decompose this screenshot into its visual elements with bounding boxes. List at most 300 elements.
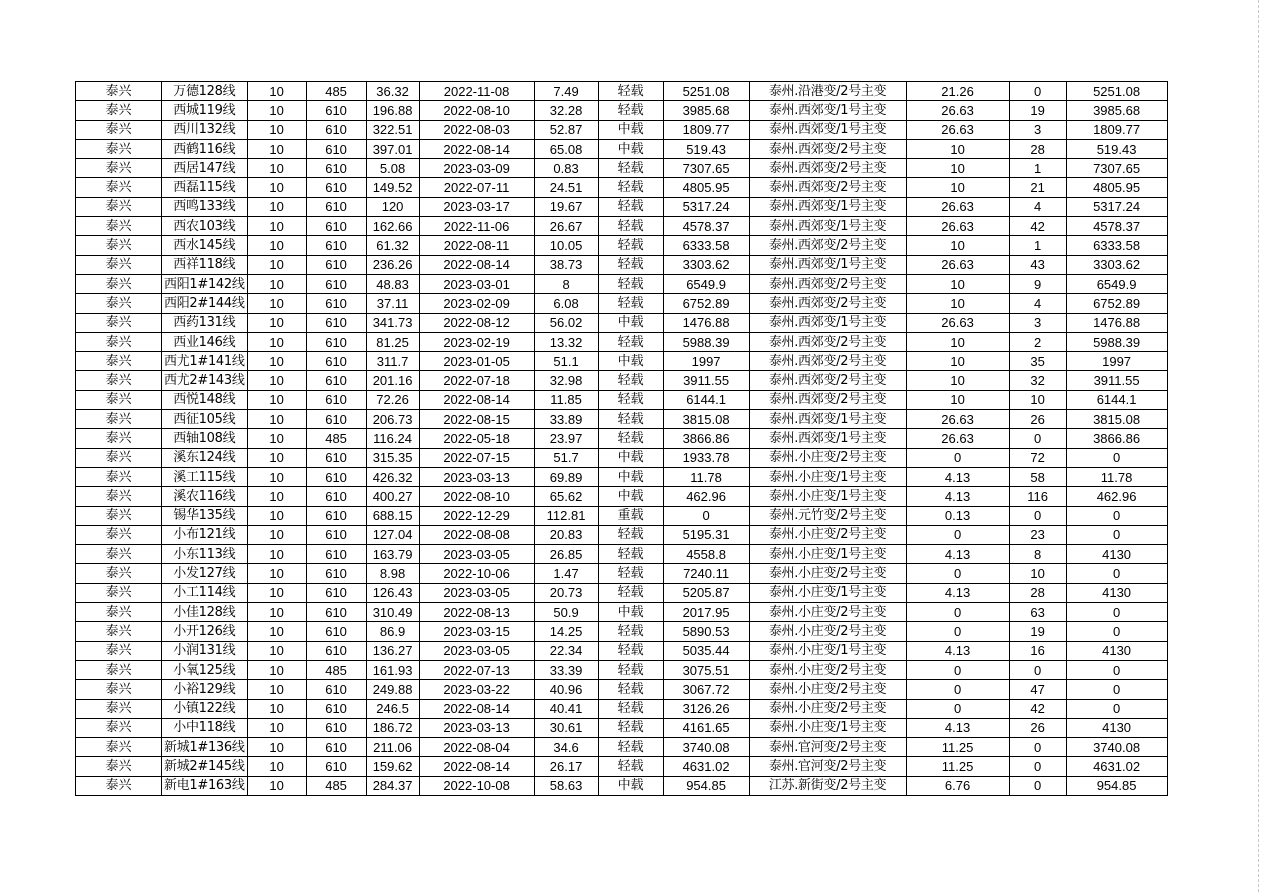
cell-customer-count: 72 [1009, 448, 1066, 467]
cell-load-rate: 22.34 [534, 641, 598, 660]
cell-transformer: 泰州.小庄变/2号主变 [749, 660, 906, 679]
table-row [76, 487, 1168, 506]
cell-customer-count: 32 [1009, 371, 1066, 390]
cell-current-load: 8.98 [366, 564, 419, 583]
cell-voltage-level: 10 [247, 448, 306, 467]
cell-available-capacity: 7307.65 [663, 159, 749, 178]
cell-customer-count: 26 [1009, 718, 1066, 737]
cell-transformer: 泰州.小庄变/2号主变 [749, 525, 906, 544]
cell-load-rate: 10.05 [534, 236, 598, 255]
cell-open-capacity: 0 [1066, 660, 1167, 679]
cell-load-rate: 8 [534, 274, 598, 293]
cell-load-status: 轻载 [598, 82, 663, 101]
cell-line-name: 小氧125线 [162, 660, 248, 679]
cell-transformer: 泰州.西郊变/1号主变 [749, 217, 906, 236]
cell-load-status: 轻载 [598, 274, 663, 293]
cell-transformer: 泰州.西郊变/1号主变 [749, 101, 906, 120]
cell-available-capacity: 519.43 [663, 139, 749, 158]
cell-transformer-margin: 10 [906, 294, 1009, 313]
cell-record-date: 2023-03-05 [419, 583, 534, 602]
cell-load-rate: 23.97 [534, 429, 598, 448]
cell-transformer: 泰州.沿港变/2号主变 [749, 82, 906, 101]
cell-voltage-level: 10 [247, 506, 306, 525]
cell-load-status: 轻载 [598, 217, 663, 236]
cell-open-capacity: 11.78 [1066, 467, 1167, 486]
cell-load-rate: 34.6 [534, 738, 598, 757]
cell-line-name: 西尤2#143线 [162, 371, 248, 390]
cell-load-status: 轻载 [598, 680, 663, 699]
cell-load-status: 轻载 [598, 622, 663, 641]
cell-voltage-level: 10 [247, 583, 306, 602]
cell-customer-count: 42 [1009, 699, 1066, 718]
cell-county: 泰兴 [76, 660, 162, 679]
cell-open-capacity: 3815.08 [1066, 410, 1167, 429]
cell-load-status: 中载 [598, 352, 663, 371]
cell-transformer: 江苏.新街变/2号主变 [749, 776, 906, 795]
cell-line-name: 西川132线 [162, 120, 248, 139]
table-row [76, 82, 1168, 101]
cell-line-name: 西磊115线 [162, 178, 248, 197]
cell-load-rate: 7.49 [534, 82, 598, 101]
cell-available-capacity: 5195.31 [663, 525, 749, 544]
cell-voltage-level: 10 [247, 564, 306, 583]
cell-available-capacity: 5317.24 [663, 197, 749, 216]
cell-transformer-margin: 26.63 [906, 197, 1009, 216]
cell-line-name: 西居147线 [162, 159, 248, 178]
table-row [76, 352, 1168, 371]
cell-record-date: 2023-03-13 [419, 467, 534, 486]
cell-customer-count: 28 [1009, 583, 1066, 602]
cell-load-rate: 69.89 [534, 467, 598, 486]
cell-load-rate: 40.41 [534, 699, 598, 718]
cell-county: 泰兴 [76, 429, 162, 448]
cell-load-status: 轻载 [598, 197, 663, 216]
cell-voltage-level: 10 [247, 294, 306, 313]
cell-conductor-rating: 610 [306, 641, 366, 660]
cell-voltage-level: 10 [247, 641, 306, 660]
cell-load-rate: 13.32 [534, 332, 598, 351]
cell-load-status: 中载 [598, 120, 663, 139]
cell-transformer-margin: 0 [906, 448, 1009, 467]
cell-customer-count: 3 [1009, 313, 1066, 332]
cell-open-capacity: 3740.08 [1066, 738, 1167, 757]
cell-open-capacity: 0 [1066, 564, 1167, 583]
cell-transformer: 泰州.西郊变/2号主变 [749, 371, 906, 390]
cell-open-capacity: 519.43 [1066, 139, 1167, 158]
cell-conductor-rating: 610 [306, 506, 366, 525]
cell-line-name: 西悦148线 [162, 390, 248, 409]
cell-load-rate: 26.67 [534, 217, 598, 236]
table-row [76, 564, 1168, 583]
cell-customer-count: 23 [1009, 525, 1066, 544]
cell-load-rate: 56.02 [534, 313, 598, 332]
cell-record-date: 2022-11-08 [419, 82, 534, 101]
cell-load-status: 轻载 [598, 410, 663, 429]
cell-current-load: 149.52 [366, 178, 419, 197]
cell-voltage-level: 10 [247, 352, 306, 371]
cell-conductor-rating: 610 [306, 159, 366, 178]
cell-available-capacity: 7240.11 [663, 564, 749, 583]
cell-voltage-level: 10 [247, 390, 306, 409]
cell-record-date: 2022-08-13 [419, 603, 534, 622]
cell-voltage-level: 10 [247, 332, 306, 351]
cell-customer-count: 0 [1009, 757, 1066, 776]
cell-transformer-margin: 26.63 [906, 120, 1009, 139]
cell-record-date: 2022-08-14 [419, 139, 534, 158]
cell-county: 泰兴 [76, 564, 162, 583]
cell-conductor-rating: 610 [306, 410, 366, 429]
cell-transformer-margin: 0 [906, 660, 1009, 679]
cell-transformer-margin: 10 [906, 390, 1009, 409]
cell-county: 泰兴 [76, 332, 162, 351]
cell-current-load: 206.73 [366, 410, 419, 429]
cell-customer-count: 0 [1009, 429, 1066, 448]
cell-transformer: 泰州.西郊变/2号主变 [749, 352, 906, 371]
cell-conductor-rating: 610 [306, 120, 366, 139]
cell-load-rate: 24.51 [534, 178, 598, 197]
table-row [76, 120, 1168, 139]
table-row [76, 197, 1168, 216]
cell-available-capacity: 1809.77 [663, 120, 749, 139]
cell-conductor-rating: 610 [306, 564, 366, 583]
cell-load-rate: 19.67 [534, 197, 598, 216]
cell-open-capacity: 4805.95 [1066, 178, 1167, 197]
cell-load-rate: 40.96 [534, 680, 598, 699]
cell-customer-count: 1 [1009, 159, 1066, 178]
cell-load-status: 轻载 [598, 564, 663, 583]
page-boundary [1258, 0, 1259, 892]
cell-line-name: 锡华135线 [162, 506, 248, 525]
cell-load-rate: 32.98 [534, 371, 598, 390]
cell-available-capacity: 6144.1 [663, 390, 749, 409]
cell-available-capacity: 4161.65 [663, 718, 749, 737]
cell-open-capacity: 4578.37 [1066, 217, 1167, 236]
cell-transformer-margin: 10 [906, 236, 1009, 255]
cell-customer-count: 3 [1009, 120, 1066, 139]
cell-transformer-margin: 10 [906, 139, 1009, 158]
cell-record-date: 2023-02-09 [419, 294, 534, 313]
table-row [76, 217, 1168, 236]
cell-transformer: 泰州.小庄变/1号主变 [749, 641, 906, 660]
table-row [76, 390, 1168, 409]
table-row [76, 139, 1168, 158]
cell-load-rate: 33.39 [534, 660, 598, 679]
cell-open-capacity: 1809.77 [1066, 120, 1167, 139]
cell-current-load: 236.26 [366, 255, 419, 274]
cell-record-date: 2022-08-12 [419, 313, 534, 332]
cell-county: 泰兴 [76, 294, 162, 313]
cell-load-status: 轻载 [598, 429, 663, 448]
feeder-load-table [75, 81, 1168, 796]
cell-transformer-margin: 0 [906, 699, 1009, 718]
cell-load-status: 轻载 [598, 255, 663, 274]
cell-record-date: 2022-10-08 [419, 776, 534, 795]
cell-county: 泰兴 [76, 603, 162, 622]
cell-transformer: 泰州.西郊变/2号主变 [749, 236, 906, 255]
cell-current-load: 341.73 [366, 313, 419, 332]
cell-conductor-rating: 610 [306, 236, 366, 255]
cell-load-rate: 112.81 [534, 506, 598, 525]
cell-load-status: 轻载 [598, 738, 663, 757]
cell-current-load: 48.83 [366, 274, 419, 293]
cell-line-name: 小东113线 [162, 545, 248, 564]
cell-customer-count: 35 [1009, 352, 1066, 371]
cell-line-name: 溪农116线 [162, 487, 248, 506]
cell-customer-count: 1 [1009, 236, 1066, 255]
table-row [76, 294, 1168, 313]
table-row [76, 332, 1168, 351]
cell-current-load: 163.79 [366, 545, 419, 564]
cell-record-date: 2023-03-01 [419, 274, 534, 293]
cell-record-date: 2022-08-14 [419, 699, 534, 718]
cell-load-rate: 65.62 [534, 487, 598, 506]
cell-county: 泰兴 [76, 506, 162, 525]
cell-voltage-level: 10 [247, 139, 306, 158]
cell-load-rate: 51.7 [534, 448, 598, 467]
cell-load-rate: 1.47 [534, 564, 598, 583]
cell-open-capacity: 3911.55 [1066, 371, 1167, 390]
cell-transformer-margin: 10 [906, 159, 1009, 178]
cell-current-load: 688.15 [366, 506, 419, 525]
cell-conductor-rating: 610 [306, 332, 366, 351]
cell-available-capacity: 3911.55 [663, 371, 749, 390]
cell-current-load: 246.5 [366, 699, 419, 718]
cell-record-date: 2023-03-22 [419, 680, 534, 699]
cell-conductor-rating: 610 [306, 525, 366, 544]
cell-load-status: 轻载 [598, 641, 663, 660]
cell-current-load: 36.32 [366, 82, 419, 101]
cell-line-name: 小布121线 [162, 525, 248, 544]
cell-current-load: 161.93 [366, 660, 419, 679]
cell-transformer: 泰州.小庄变/1号主变 [749, 718, 906, 737]
cell-county: 泰兴 [76, 236, 162, 255]
cell-customer-count: 10 [1009, 564, 1066, 583]
cell-open-capacity: 0 [1066, 699, 1167, 718]
cell-open-capacity: 0 [1066, 448, 1167, 467]
cell-line-name: 西阳1#142线 [162, 274, 248, 293]
cell-load-rate: 30.61 [534, 718, 598, 737]
cell-voltage-level: 10 [247, 757, 306, 776]
table-row [76, 718, 1168, 737]
cell-line-name: 西水145线 [162, 236, 248, 255]
cell-record-date: 2022-08-11 [419, 236, 534, 255]
cell-current-load: 127.04 [366, 525, 419, 544]
cell-line-name: 新城1#136线 [162, 738, 248, 757]
cell-transformer: 泰州.西郊变/1号主变 [749, 410, 906, 429]
cell-county: 泰兴 [76, 448, 162, 467]
cell-line-name: 小开126线 [162, 622, 248, 641]
cell-line-name: 小润131线 [162, 641, 248, 660]
cell-current-load: 196.88 [366, 101, 419, 120]
cell-county: 泰兴 [76, 101, 162, 120]
cell-county: 泰兴 [76, 255, 162, 274]
cell-available-capacity: 5890.53 [663, 622, 749, 641]
cell-open-capacity: 1476.88 [1066, 313, 1167, 332]
cell-customer-count: 0 [1009, 82, 1066, 101]
table-row [76, 699, 1168, 718]
cell-open-capacity: 6333.58 [1066, 236, 1167, 255]
cell-load-rate: 20.83 [534, 525, 598, 544]
cell-record-date: 2023-03-13 [419, 718, 534, 737]
cell-line-name: 新电1#163线 [162, 776, 248, 795]
cell-load-status: 轻载 [598, 371, 663, 390]
cell-conductor-rating: 610 [306, 390, 366, 409]
cell-available-capacity: 462.96 [663, 487, 749, 506]
cell-line-name: 小佳128线 [162, 603, 248, 622]
cell-open-capacity: 3985.68 [1066, 101, 1167, 120]
table-row [76, 738, 1168, 757]
cell-load-rate: 32.28 [534, 101, 598, 120]
cell-voltage-level: 10 [247, 660, 306, 679]
cell-transformer: 泰州.西郊变/1号主变 [749, 197, 906, 216]
cell-conductor-rating: 485 [306, 82, 366, 101]
cell-voltage-level: 10 [247, 603, 306, 622]
cell-line-name: 小镇122线 [162, 699, 248, 718]
cell-load-rate: 33.89 [534, 410, 598, 429]
table-row [76, 371, 1168, 390]
cell-county: 泰兴 [76, 390, 162, 409]
cell-load-status: 轻载 [598, 332, 663, 351]
table-row [76, 622, 1168, 641]
cell-transformer-margin: 26.63 [906, 313, 1009, 332]
cell-voltage-level: 10 [247, 487, 306, 506]
cell-current-load: 37.11 [366, 294, 419, 313]
cell-conductor-rating: 610 [306, 738, 366, 757]
cell-customer-count: 28 [1009, 139, 1066, 158]
cell-available-capacity: 6752.89 [663, 294, 749, 313]
cell-customer-count: 47 [1009, 680, 1066, 699]
cell-current-load: 311.7 [366, 352, 419, 371]
cell-record-date: 2023-02-19 [419, 332, 534, 351]
cell-record-date: 2022-12-29 [419, 506, 534, 525]
cell-load-status: 轻载 [598, 101, 663, 120]
cell-customer-count: 4 [1009, 197, 1066, 216]
cell-line-name: 西祥118线 [162, 255, 248, 274]
cell-record-date: 2022-08-15 [419, 410, 534, 429]
cell-available-capacity: 1476.88 [663, 313, 749, 332]
cell-customer-count: 19 [1009, 101, 1066, 120]
cell-open-capacity: 4130 [1066, 583, 1167, 602]
cell-load-status: 轻载 [598, 178, 663, 197]
cell-conductor-rating: 610 [306, 757, 366, 776]
cell-available-capacity: 3815.08 [663, 410, 749, 429]
cell-county: 泰兴 [76, 776, 162, 795]
cell-voltage-level: 10 [247, 699, 306, 718]
cell-voltage-level: 10 [247, 178, 306, 197]
table-row [76, 429, 1168, 448]
cell-transformer: 泰州.西郊变/2号主变 [749, 274, 906, 293]
cell-transformer: 泰州.西郊变/1号主变 [749, 255, 906, 274]
cell-record-date: 2022-07-13 [419, 660, 534, 679]
cell-line-name: 西尤1#141线 [162, 352, 248, 371]
table-row [76, 159, 1168, 178]
cell-open-capacity: 4631.02 [1066, 757, 1167, 776]
cell-transformer: 泰州.小庄变/1号主变 [749, 545, 906, 564]
cell-record-date: 2023-03-17 [419, 197, 534, 216]
cell-transformer-margin: 10 [906, 274, 1009, 293]
cell-conductor-rating: 610 [306, 718, 366, 737]
cell-record-date: 2022-08-04 [419, 738, 534, 757]
cell-conductor-rating: 610 [306, 448, 366, 467]
cell-customer-count: 43 [1009, 255, 1066, 274]
cell-open-capacity: 0 [1066, 622, 1167, 641]
cell-county: 泰兴 [76, 178, 162, 197]
cell-load-rate: 14.25 [534, 622, 598, 641]
cell-voltage-level: 10 [247, 680, 306, 699]
table-row [76, 410, 1168, 429]
cell-current-load: 136.27 [366, 641, 419, 660]
cell-line-name: 小中118线 [162, 718, 248, 737]
cell-open-capacity: 3866.86 [1066, 429, 1167, 448]
cell-load-status: 中载 [598, 603, 663, 622]
cell-conductor-rating: 610 [306, 255, 366, 274]
cell-current-load: 201.16 [366, 371, 419, 390]
cell-record-date: 2023-03-05 [419, 545, 534, 564]
cell-open-capacity: 7307.65 [1066, 159, 1167, 178]
cell-conductor-rating: 610 [306, 101, 366, 120]
cell-transformer-margin: 11.25 [906, 757, 1009, 776]
cell-load-rate: 0.83 [534, 159, 598, 178]
cell-load-status: 中载 [598, 313, 663, 332]
cell-transformer-margin: 10 [906, 371, 1009, 390]
cell-load-status: 轻载 [598, 545, 663, 564]
cell-line-name: 溪工115线 [162, 467, 248, 486]
cell-customer-count: 0 [1009, 776, 1066, 795]
cell-voltage-level: 10 [247, 410, 306, 429]
cell-conductor-rating: 610 [306, 622, 366, 641]
cell-transformer-margin: 4.13 [906, 545, 1009, 564]
cell-customer-count: 0 [1009, 506, 1066, 525]
cell-available-capacity: 6333.58 [663, 236, 749, 255]
cell-county: 泰兴 [76, 680, 162, 699]
cell-transformer: 泰州.西郊变/1号主变 [749, 313, 906, 332]
cell-current-load: 284.37 [366, 776, 419, 795]
cell-conductor-rating: 610 [306, 217, 366, 236]
table-row [76, 545, 1168, 564]
cell-transformer: 泰州.小庄变/2号主变 [749, 699, 906, 718]
cell-voltage-level: 10 [247, 217, 306, 236]
cell-load-rate: 20.73 [534, 583, 598, 602]
cell-transformer-margin: 4.13 [906, 467, 1009, 486]
cell-load-rate: 38.73 [534, 255, 598, 274]
cell-load-status: 轻载 [598, 660, 663, 679]
cell-current-load: 120 [366, 197, 419, 216]
cell-open-capacity: 954.85 [1066, 776, 1167, 795]
cell-available-capacity: 3067.72 [663, 680, 749, 699]
cell-voltage-level: 10 [247, 197, 306, 216]
cell-current-load: 81.25 [366, 332, 419, 351]
cell-conductor-rating: 610 [306, 680, 366, 699]
cell-transformer-margin: 10 [906, 332, 1009, 351]
cell-transformer: 泰州.西郊变/1号主变 [749, 120, 906, 139]
cell-open-capacity: 3303.62 [1066, 255, 1167, 274]
cell-current-load: 211.06 [366, 738, 419, 757]
cell-transformer: 泰州.小庄变/2号主变 [749, 448, 906, 467]
cell-county: 泰兴 [76, 757, 162, 776]
cell-transformer: 泰州.小庄变/2号主变 [749, 603, 906, 622]
cell-county: 泰兴 [76, 217, 162, 236]
table-row [76, 776, 1168, 795]
cell-load-rate: 26.85 [534, 545, 598, 564]
cell-voltage-level: 10 [247, 236, 306, 255]
cell-load-rate: 6.08 [534, 294, 598, 313]
cell-county: 泰兴 [76, 487, 162, 506]
cell-open-capacity: 5988.39 [1066, 332, 1167, 351]
cell-record-date: 2023-03-09 [419, 159, 534, 178]
cell-customer-count: 16 [1009, 641, 1066, 660]
cell-transformer-margin: 26.63 [906, 217, 1009, 236]
cell-conductor-rating: 610 [306, 583, 366, 602]
